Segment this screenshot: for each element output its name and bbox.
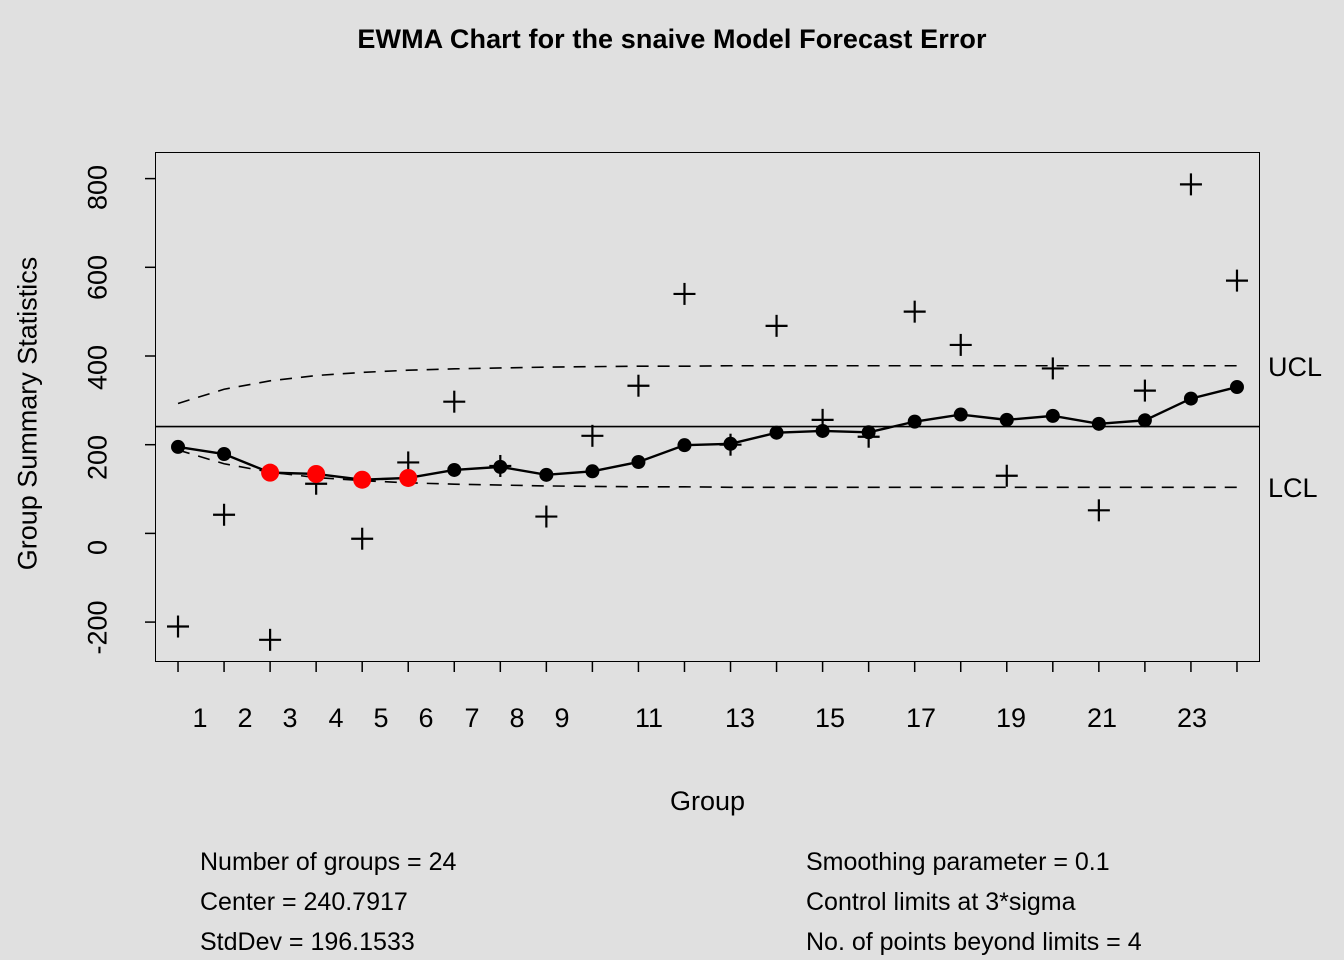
footer-num-groups: Number of groups = 24 <box>200 848 457 876</box>
plot-area <box>155 152 1260 662</box>
lcl-label: LCL <box>1268 473 1318 503</box>
x-tick-label: 11 <box>634 703 664 733</box>
y-tick-label: 800 <box>82 164 113 211</box>
x-tick-label: 1 <box>192 703 208 733</box>
x-tick-label: 4 <box>328 703 344 733</box>
footer-stddev: StdDev = 196.1533 <box>200 928 415 956</box>
x-tick-label: 5 <box>373 703 389 733</box>
y-axis-label: Group Summary Statistics <box>12 256 43 571</box>
y-tick-label: 400 <box>82 344 113 391</box>
footer-beyond-limits: No. of points beyond limits = 4 <box>806 928 1142 956</box>
footer-smoothing: Smoothing parameter = 0.1 <box>806 848 1110 876</box>
x-tick-label: 7 <box>464 703 480 733</box>
x-tick-label: 6 <box>418 703 434 733</box>
y-tick-label: 200 <box>82 434 113 481</box>
x-tick-label: 17 <box>905 703 937 733</box>
x-tick-label: 13 <box>724 703 756 733</box>
x-tick-label: 2 <box>237 703 253 733</box>
footer-control-limits: Control limits at 3*sigma <box>806 888 1076 916</box>
x-tick-label: 8 <box>509 703 525 733</box>
x-tick-label: 21 <box>1086 703 1118 733</box>
x-tick-label: 23 <box>1176 703 1208 733</box>
x-tick-label: 3 <box>282 703 298 733</box>
ucl-label: UCL <box>1268 352 1323 382</box>
y-tick-label: 600 <box>82 254 113 301</box>
chart-title: EWMA Chart for the snaive Model Forecast Error <box>357 24 987 54</box>
y-tick-label: 0 <box>82 539 113 556</box>
x-tick-label: 19 <box>995 703 1027 733</box>
x-tick-label: 9 <box>554 703 570 733</box>
footer-center: Center = 240.7917 <box>200 888 408 916</box>
x-axis-label: Group <box>669 786 746 816</box>
x-tick-label: 15 <box>814 703 846 733</box>
y-tick-label: -200 <box>82 600 113 655</box>
